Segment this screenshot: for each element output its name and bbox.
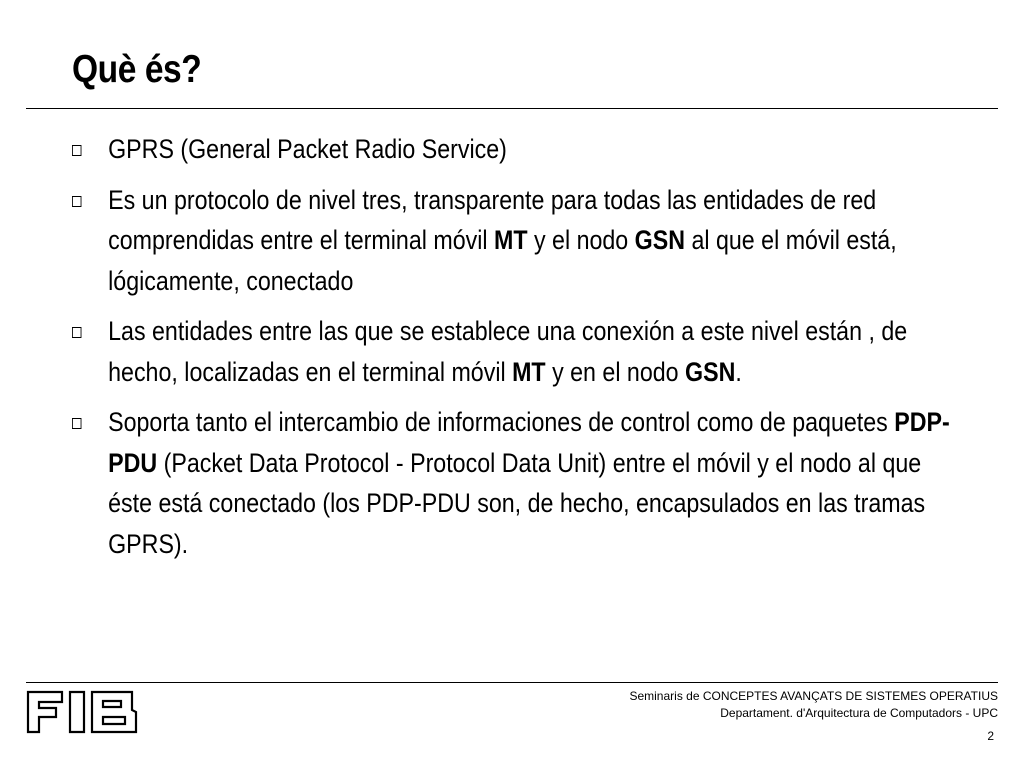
bullet-list	[72, 129, 966, 574]
footer-divider	[26, 682, 998, 683]
slide-title: Què és?	[72, 48, 202, 91]
bullet-item	[72, 129, 966, 170]
title-divider	[26, 108, 998, 109]
bullet-text: Soporta tanto el intercambio de informaciones de control como de paquetes	[108, 407, 895, 437]
bullet-text: Las entidades entre las que se establece una conexión a este nivel están , de hecho, localizadas en el terminal móvil	[108, 316, 908, 387]
bullet-text: GPRS (General Packet Radio Service)	[108, 134, 507, 164]
bullet-text: (Packet Data Protocol - Protocol Data Unit) entre el móvil y el nodo al que éste está conectado (los PDP-PDU son, de hecho, encapsulados en las tramas GPRS).	[108, 447, 926, 559]
square-bullet-icon	[72, 145, 81, 156]
bullet-item	[72, 180, 966, 302]
bullet-item	[72, 402, 966, 564]
bullet-text: .	[735, 356, 742, 387]
bullet-emphasis: MT	[512, 356, 546, 387]
bullet-text: Es un protocolo de nivel tres, transparente para todas las entidades de red comprendidas entre el terminal móvil	[108, 184, 877, 255]
footer-course-line: Seminaris de CONCEPTES AVANÇATS DE SISTEMES OPERATIUS	[629, 689, 998, 703]
bullet-emphasis: GSN	[685, 356, 736, 387]
footer-text	[629, 688, 998, 722]
fib-logo	[26, 690, 138, 734]
square-bullet-icon	[72, 327, 81, 338]
bullet-emphasis: PDP-PDU	[108, 407, 950, 478]
square-bullet-icon	[72, 418, 81, 429]
bullet-emphasis: MT	[494, 225, 528, 255]
square-bullet-icon	[72, 196, 81, 207]
bullet-emphasis: GSN	[634, 225, 686, 255]
bullet-text: al que el móvil está, lógicamente, conectado	[108, 225, 897, 296]
page-number: 2	[987, 729, 994, 743]
bullet-item	[72, 311, 966, 392]
bullet-text: y en el nodo	[545, 356, 686, 387]
footer-department-line: Departament. d'Arquitectura de Computadors - UPC	[720, 706, 998, 720]
bullet-text: y el nodo	[527, 225, 635, 255]
